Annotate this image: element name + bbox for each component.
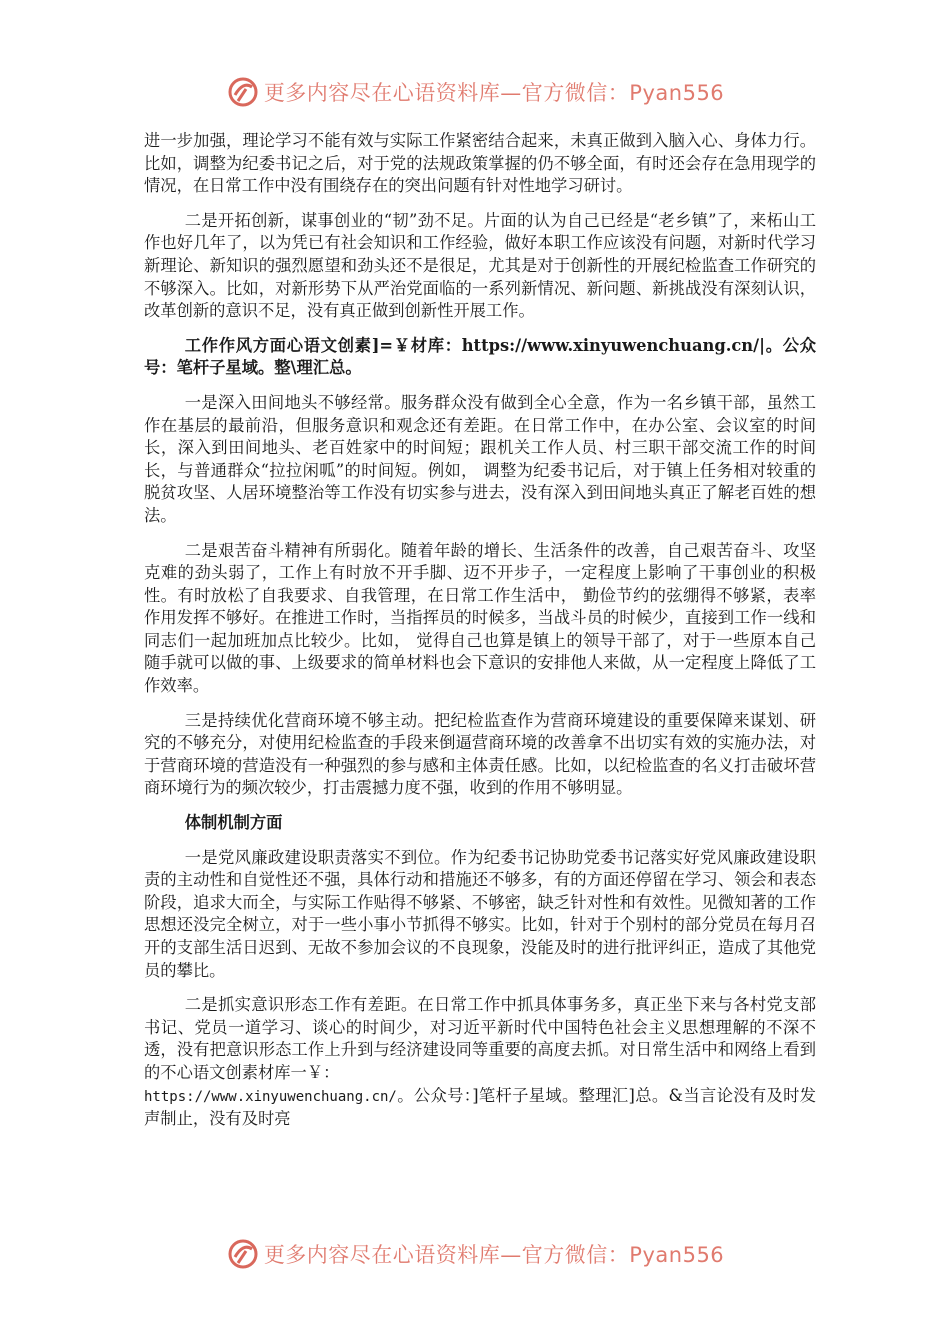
- section-heading: 体制机制方面: [184, 813, 283, 833]
- paragraph: [144, 994, 816, 1131]
- banner-text: 更多内容尽在心语资料库—官方微信：Pyan556: [263, 81, 725, 105]
- brand-logo-icon: [226, 75, 260, 109]
- paragraph-text: 。公众号：]笔杆子星域。整理汇]总。&当言论没有及时发声制止，没有及时亮: [144, 1085, 816, 1129]
- paragraph: 进一步加强，理论学习不能有效与实际工作紧密结合起来，未真正做到入脑入心、身体力行。比如，调整为纪委书记之后，对于党的法规政策掌握的仍不够全面，有时还会存在急用现学的情况，在日常工作中没有围绕存在的突出问题有针对性地学习研讨。: [144, 131, 816, 196]
- paragraph: 一是党风廉政建设职责落实不到位。作为纪委书记协助党委书记落实好党风廉政建设职责的主动性和自觉性还不强，具体行动和措施还不够多，有的方面还停留在学习、领会和表态阶段，追求大而全，与实际工作贴得不够紧、不够密，缺乏针对性和有效性。见微知著的工作思想还没完全树立，对于一些小事小节抓得不够实。比如，针对于个别村的部分党员在每月召开的支部生活日迟到、无故不参加会议的不良现象，没能及时的进行批评纠正，造成了其他党员的攀比。: [144, 847, 816, 980]
- paragraph: 一是深入田间地头不够经常。服务群众没有做到全心全意，作为一名乡镇干部，虽然工作在基层的最前沿，但服务意识和观念还有差距。在日常工作中，在办公室、会议室的时间长，深入到田间地头、老百姓家中的时间短；跟机关工作人员、村三职干部交流工作的时间长，与普通群众“拉拉闲呱”的时间短。例如， 调整为纪委书记后，对于镇上任务相对较重的脱贫攻坚、人居环境整治等工作没有切实参与进去，没有深入到田间地头真正了解老百姓的想法。: [144, 392, 816, 525]
- paragraph: 二是艰苦奋斗精神有所弱化。随着年龄的增长、生活条件的改善，自己艰苦奋斗、攻坚克难的劲头弱了，工作上有时放不开手脚、迈不开步子，一定程度上影响了干事创业的积极性。有时放松了自我要求、自我管理，在日常工作生活中， 勤俭节约的弦绷得不够紧，表率作用发挥不够好。在推进工作时，当指挥员的时候多，当战斗员的时候少，直接到工作一线和同志们一起加班加点比较少。比如， 觉得自己也算是镇上的领导干部了，对于一些原本自己随手就可以做的事、上级要求的简单材料也会下意识的安排他人来做，从一定程度上降低了工作效率。: [144, 540, 816, 696]
- footer-watermark-banner: [0, 1234, 950, 1274]
- section-heading: 工作作风方面心语文创素]=￥材库：https://www.xinyuwenchuang.cn/|。公众号：笔杆子星域。整\理汇总。: [144, 335, 816, 378]
- paragraph: 二是开拓创新，谋事创业的“韧”劲不足。片面的认为自己已经是“老乡镇”了，来柘山工作也好几年了，以为凭已有社会知识和工作经验，做好本职工作应该没有问题，对新时代学习新理论、新知识的强烈愿望和劲头还不是很足，尤其是对于创新性的开展纪检监查工作研究的不够深入。比如，对新形势下从严治党面临的一系列新情况、新问题、新挑战没有深刻认识，改革创新的意识不足，没有真正做到创新性开展工作。: [144, 210, 816, 321]
- header-watermark-banner: [0, 72, 950, 112]
- paragraph-text: 二是抓实意识形态工作有差距。在日常工作中抓具体事务多，真正坐下来与各村党支部书记、党员一道学习、谈心的时间少，对习近平新时代中国特色社会主义思想理解的不深不透，没有把意识形态工作上升到与经济建设同等重要的高度去抓。对日常生活中和网络上看到的不心语文创素材库一￥：: [144, 995, 816, 1082]
- url-text: https://www.xinyuwenchuang.cn/: [144, 1088, 397, 1105]
- paragraph: 三是持续优化营商环境不够主动。把纪检监查作为营商环境建设的重要保障来谋划、研究的不够充分，对使用纪检监查的手段来倒逼营商环境的改善拿不出切实有效的实施办法，对于营商环境的营造没有一种强烈的参与感和主体责任感。比如，以纪检监查的名义打击破坏营商环境行为的频次较少，打击震撼力度不强，收到的作用不够明显。: [144, 710, 816, 798]
- brand-logo-icon: [226, 1237, 260, 1271]
- document-body: [144, 130, 816, 1143]
- banner-text: 更多内容尽在心语资料库—官方微信：Pyan556: [263, 1243, 725, 1267]
